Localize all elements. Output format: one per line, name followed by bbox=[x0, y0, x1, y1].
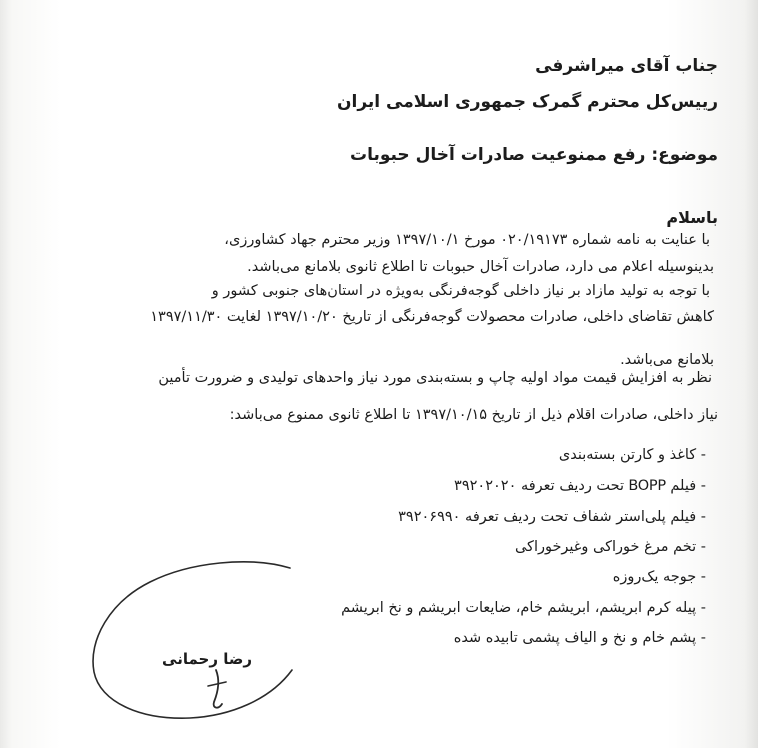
ban-item: - فیلم BOPP تحت ردیف تعرفه ۳۹۲۰۲۰۲۰ bbox=[454, 478, 706, 494]
recipient-name: جناب آقای میراشرفی bbox=[535, 56, 718, 76]
signature-icon bbox=[80, 560, 320, 730]
ban-item: - تخم مرغ خوراکی وغیرخوراکی bbox=[515, 539, 706, 555]
letter-subject: موضوع: رفع ممنوعیت صادرات آخال حبوبات bbox=[349, 145, 718, 165]
ban-item: - جوجه یک‌روزه bbox=[613, 569, 706, 585]
ban-item: - کاغذ و کارتن بسته‌بندی bbox=[559, 447, 706, 463]
paragraph1-line1: با عنایت به نامه شماره ۰۲۰/۱۹۱۷۳ مورخ ۱۳۹۷/۱۰/۱ وزیر محترم جهاد کشاورزی، bbox=[224, 232, 710, 248]
paragraph3-line1: نظر به افزایش قیمت مواد اولیه چاپ و بسته‌بندی مورد نیاز واحدهای تولیدی و ضرورت تأمین bbox=[158, 370, 712, 386]
page-left-shadow bbox=[0, 0, 12, 748]
ban-item: - پشم خام و نخ و الیاف پشمی تابیده شده bbox=[454, 630, 706, 646]
paragraph2-line1: با توجه به تولید مازاد بر نیاز داخلی گوجه‌فرنگی به‌ویژه در استان‌های جنوبی کشور و bbox=[211, 283, 710, 299]
paragraph2-line2: کاهش تقاضای داخلی، صادرات محصولات گوجه‌فرنگی از تاریخ ۱۳۹۷/۱۰/۲۰ لغایت ۱۳۹۷/۱۱/۳۰ bbox=[150, 309, 714, 325]
signer-name: رضا رحمانی bbox=[162, 650, 252, 668]
ban-item: - پیله کرم ابریشم، ابریشم خام، ضایعات ابریشم و نخ ابریشم bbox=[341, 600, 706, 616]
page-right-shadow bbox=[744, 0, 758, 748]
paragraph3-line2: نیاز داخلی، صادرات اقلام ذیل از تاریخ ۱۳۹۷/۱۰/۱۵ تا اطلاع ثانوی ممنوع می‌باشد: bbox=[229, 407, 718, 423]
paragraph1-line2: بدینوسیله اعلام می دارد، صادرات آخال حبوبات تا اطلاع ثانوی بلامانع می‌باشد. bbox=[247, 259, 714, 275]
ban-item: - فیلم پلی‌استر شفاف تحت ردیف تعرفه ۳۹۲۰۶۹۹۰ bbox=[398, 509, 706, 525]
greeting: باسلام bbox=[666, 208, 718, 227]
paragraph2-line3: بلامانع می‌باشد. bbox=[620, 352, 714, 368]
recipient-title: رییس‌کل محترم گمرک جمهوری اسلامی ایران bbox=[336, 92, 718, 112]
